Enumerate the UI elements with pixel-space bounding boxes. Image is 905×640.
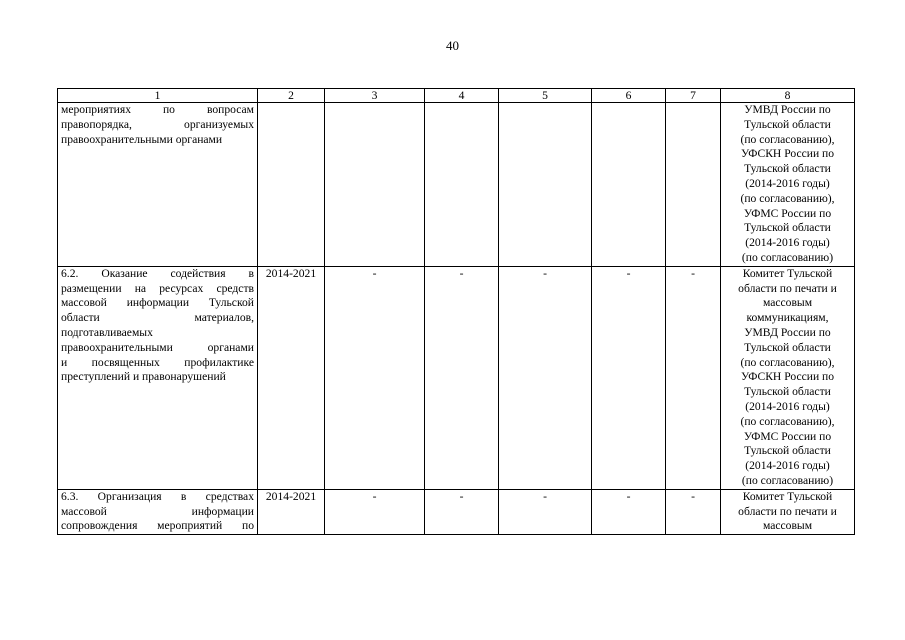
responsible-executors-cell — [721, 266, 855, 489]
responsible-executor-line: УМВД России по — [744, 325, 831, 339]
period-cell — [258, 103, 325, 267]
measure-description-line: подготавливаемых — [61, 325, 153, 339]
table-row — [58, 103, 855, 267]
responsible-executor-line: (по согласованию), — [740, 132, 835, 146]
column-header-6: 6 — [592, 89, 666, 103]
responsible-executor-line: (по согласованию), — [740, 414, 835, 428]
measure-description-line: мероприятиях по вопросам — [61, 103, 254, 116]
column-header-5: 5 — [499, 89, 592, 103]
measures-table — [57, 88, 855, 535]
funding-cell-col-3: - — [325, 266, 425, 489]
responsible-executor-line: (по согласованию), — [740, 191, 835, 205]
responsible-executor-line: УФСКН России по — [740, 147, 835, 161]
funding-cell-col-3 — [325, 103, 425, 267]
responsible-executor-line: Комитет Тульской — [742, 266, 833, 280]
funding-cell-col-5: - — [499, 489, 592, 534]
measure-description-line: 6.3. Организация в средствах — [61, 489, 254, 503]
funding-cell-col-7: - — [666, 266, 721, 489]
column-header-3: 3 — [325, 89, 425, 103]
table-row — [58, 266, 855, 489]
funding-cell-col-4: - — [425, 489, 499, 534]
page-number: 40 — [446, 38, 459, 53]
funding-cell-col-7 — [666, 103, 721, 267]
period-cell: 2014-2021 — [258, 489, 325, 534]
responsible-executor-line: области по печати и — [738, 504, 837, 518]
responsible-executor-line: Тульской области — [744, 444, 831, 458]
responsible-executor-line: (по согласованию) — [741, 250, 834, 264]
responsible-executor-line: (2014-2016 годы) — [745, 176, 830, 190]
measure-description-line: размещении на ресурсах средств — [61, 281, 254, 295]
measure-description-cell — [58, 266, 258, 489]
responsible-executor-line: (2014-2016 годы) — [745, 459, 830, 473]
responsible-executor-line: УФСКН России по — [740, 370, 835, 384]
responsible-executors-cell — [721, 489, 855, 534]
funding-cell-col-7: - — [666, 489, 721, 534]
responsible-executor-line: массовым — [762, 519, 813, 533]
funding-cell-col-5 — [499, 103, 592, 267]
column-header-7: 7 — [666, 89, 721, 103]
funding-cell-col-6 — [592, 103, 666, 267]
responsible-executor-line: Тульской области — [744, 162, 831, 176]
measure-description-line: 6.2. Оказание содействия в — [61, 266, 254, 280]
measure-description-line: и посвященных профилактике — [61, 355, 254, 369]
responsible-executor-line: (2014-2016 годы) — [745, 399, 830, 413]
funding-cell-col-5: - — [499, 266, 592, 489]
responsible-executor-line: Тульской области — [744, 385, 831, 399]
responsible-executor-line: УФМС России по — [743, 206, 832, 220]
responsible-executor-line: Комитет Тульской — [742, 489, 833, 503]
measure-description-line: правоохранительными органами — [61, 340, 254, 354]
responsible-executor-line: (2014-2016 годы) — [745, 236, 830, 250]
table-row — [58, 489, 855, 534]
responsible-executor-line: УФМС России по — [743, 429, 832, 443]
column-header-8: 8 — [721, 89, 855, 103]
measure-description-cell — [58, 489, 258, 534]
responsible-executor-line: Тульской области — [744, 221, 831, 235]
funding-cell-col-4: - — [425, 266, 499, 489]
measure-description-line: области материалов, — [61, 311, 254, 325]
measure-description-line: правопорядка, организуемых — [61, 117, 254, 131]
column-header-2: 2 — [258, 89, 325, 103]
measure-description-line: массовой информации — [61, 504, 254, 518]
header-row — [58, 89, 855, 103]
column-header-1: 1 — [58, 89, 258, 103]
responsible-executor-line: Тульской области — [744, 117, 831, 131]
measure-description-cell — [58, 103, 258, 267]
measure-description-line: преступлений и правонарушений — [61, 370, 226, 384]
responsible-executor-line: области по печати и — [738, 281, 837, 295]
measure-description-line: сопровождения мероприятий по — [61, 519, 254, 533]
funding-cell-col-3: - — [325, 489, 425, 534]
responsible-executor-line: массовым — [762, 296, 813, 310]
column-header-4: 4 — [425, 89, 499, 103]
table-body — [58, 103, 855, 535]
responsible-executor-line: коммуникациям, — [746, 311, 829, 325]
measure-description-line: правоохранительными органами — [61, 132, 223, 146]
responsible-executor-line: УМВД России по — [744, 103, 831, 116]
responsible-executor-line: (по согласованию) — [741, 473, 834, 487]
funding-cell-col-6: - — [592, 489, 666, 534]
funding-cell-col-4 — [425, 103, 499, 267]
responsible-executor-line: Тульской области — [744, 340, 831, 354]
responsible-executor-line: (по согласованию), — [740, 355, 835, 369]
measure-description-line: массовой информации Тульской — [61, 296, 254, 310]
period-cell: 2014-2021 — [258, 266, 325, 489]
responsible-executors-cell — [721, 103, 855, 267]
funding-cell-col-6: - — [592, 266, 666, 489]
